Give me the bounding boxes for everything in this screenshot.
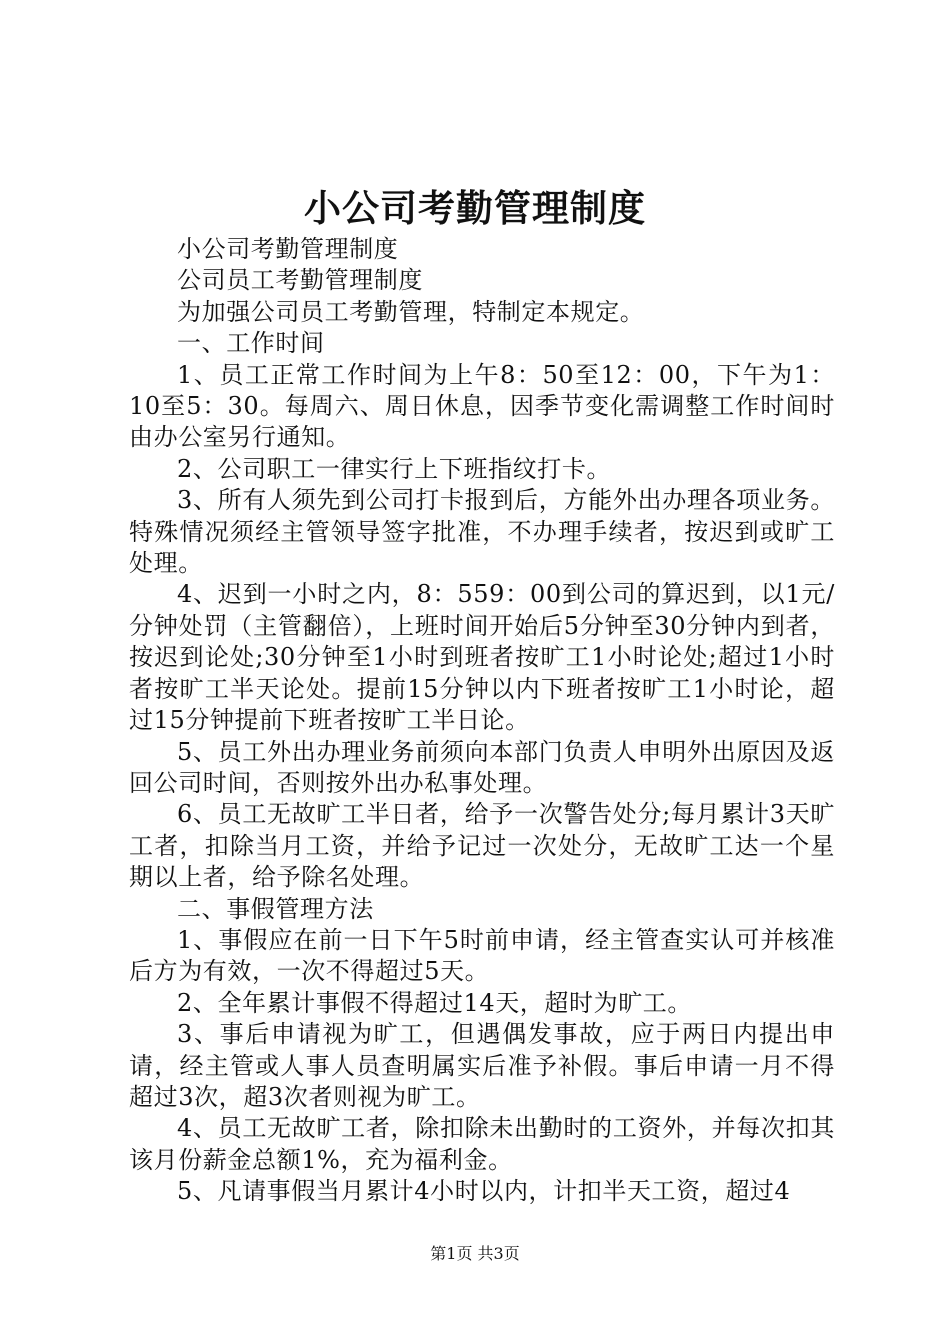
paragraph: 1、事假应在前一日下午5时前申请，经主管查实认可并核准后方为有效，一次不得超过5天。 — [129, 925, 835, 986]
paragraph: 1、员工正常工作时间为上午8：50至12：00，下午为1：10至5：30。每周六、周日休息，因季节变化需调整工作时间时由办公室另行通知。 — [129, 360, 835, 452]
section-heading: 一、工作时间 — [177, 329, 325, 358]
paragraph: 6、员工无故旷工半日者，给予一次警告处分;每月累计3天旷工者，扣除当月工资，并给予记过一次处分，无故旷工达一个星期以上者，给予除名处理。 — [129, 800, 835, 892]
document-body — [129, 234, 835, 1208]
paragraph: 2、全年累计事假不得超过14天，超时为旷工。 — [177, 988, 693, 1017]
page-footer: 第1页 共3页 — [430, 1244, 520, 1263]
paragraph: 2、公司职工一律实行上下班指纹打卡。 — [177, 454, 612, 483]
paragraph: 4、员工无故旷工者，除扣除未出勤时的工资外，并每次扣其该月份薪金总额1%，充为福利金。 — [129, 1114, 835, 1174]
section-heading: 二、事假管理方法 — [177, 894, 374, 923]
paragraph: 5、凡请事假当月累计4小时以内，计扣半天工资，超过4 — [177, 1177, 791, 1206]
paragraph: 为加强公司员工考勤管理，特制定本规定。 — [177, 297, 645, 326]
paragraph: 3、事后申请视为旷工，但遇偶发事故，应于两日内提出申请，经主管或人事人员查明属实后准予补假。事后申请一月不得超过3次，超3次者则视为旷工。 — [129, 1020, 835, 1111]
paragraph: 5、员工外出办理业务前须向本部门负责人申明外出原因及返回公司时间，否则按外出办私事处理。 — [129, 737, 835, 797]
paragraph: 4、迟到一小时之内，8：559：00到公司的算迟到，以1元/分钟处罚（主管翻倍），上班时间开始后5分钟至30分钟内到者，按迟到论处;30分钟至1小时到班者按旷工1小时论处;超过1小时者按旷工半天论处。提前15分钟以内下班者按旷工1小时论，超过15分钟提前下班者按旷工半日论。 — [129, 580, 835, 735]
paragraph: 3、所有人须先到公司打卡报到后，方能外出办理各项业务。特殊情况须经主管领导签字批准，不办理手续者，按迟到或旷工处理。 — [129, 486, 835, 578]
paragraph: 小公司考勤管理制度 — [177, 235, 399, 263]
paragraph: 公司员工考勤管理制度 — [177, 266, 423, 295]
document-title: 小公司考勤管理制度 — [304, 186, 646, 230]
